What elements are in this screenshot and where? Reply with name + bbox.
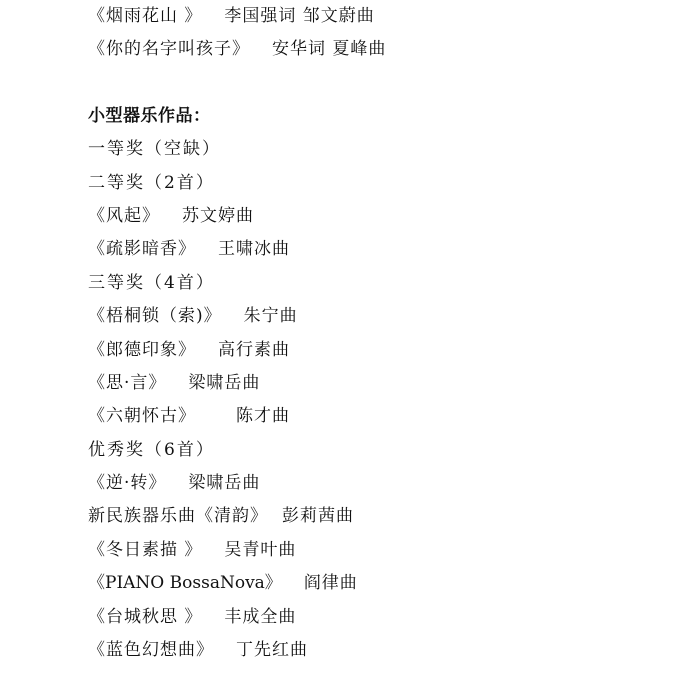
work-title: 《风起》 — [88, 205, 160, 226]
work-entry — [88, 634, 658, 667]
first-prize-heading: 一等奖（空缺） — [88, 139, 221, 160]
work-entry — [88, 467, 658, 500]
work-entry — [88, 601, 658, 634]
work-credit: 朱宁曲 — [243, 306, 298, 327]
work-title: 《梧桐锁（索)》 — [88, 306, 222, 327]
award-list-document — [88, 0, 658, 667]
work-credit: 高行素曲 — [218, 339, 290, 360]
work-title: 《思·言》 — [88, 372, 167, 393]
work-credit: 彭莉茜曲 — [282, 506, 354, 527]
work-credit: 王啸冰曲 — [218, 239, 290, 260]
work-title: 新民族器乐曲《清韵》 — [88, 506, 268, 527]
work-title: 《烟雨花山 》 — [88, 6, 203, 26]
work-entry — [88, 400, 658, 433]
work-title: 《冬日素描 》 — [88, 539, 203, 560]
work-credit: 吴青叶曲 — [224, 539, 297, 560]
second-prize-heading: 二等奖（2首） — [88, 172, 215, 193]
work-title: 《六朝怀古》 — [88, 406, 196, 427]
work-credit: 安华词 夏峰曲 — [272, 39, 387, 60]
work-title: 《你的名字叫孩子》 — [88, 39, 250, 60]
work-credit: 阎律曲 — [303, 573, 358, 594]
work-entry — [88, 33, 658, 66]
work-title: 《郎德印象》 — [88, 339, 196, 360]
work-credit: 李国强词 邹文蔚曲 — [224, 6, 375, 26]
work-credit: 梁啸岳曲 — [188, 372, 261, 393]
work-entry — [88, 534, 658, 567]
work-title: 《逆·转》 — [88, 473, 167, 494]
section-title: 小型器乐作品： — [88, 105, 211, 126]
work-entry — [88, 334, 658, 367]
work-credit: 丰成全曲 — [224, 606, 297, 627]
excellence-prize-heading: 优秀奖（6首） — [88, 439, 215, 460]
work-entry — [88, 200, 658, 233]
work-title: 《蓝色幻想曲》 — [88, 640, 214, 661]
work-title: 《PIANO BossaNova》 — [88, 573, 282, 594]
work-credit: 陈才曲 — [236, 406, 290, 427]
work-title: 《台城秋思 》 — [88, 606, 203, 627]
work-entry — [88, 233, 658, 266]
work-entry — [88, 0, 658, 33]
work-entry — [88, 500, 658, 533]
work-title: 《疏影暗香》 — [88, 239, 196, 260]
work-entry — [88, 367, 658, 400]
work-credit: 苏文婷曲 — [182, 205, 254, 226]
work-entry — [88, 567, 658, 600]
third-prize-heading: 三等奖（4首） — [88, 272, 215, 293]
work-credit: 丁先红曲 — [236, 640, 308, 661]
work-credit: 梁啸岳曲 — [188, 473, 261, 494]
work-entry — [88, 300, 658, 333]
